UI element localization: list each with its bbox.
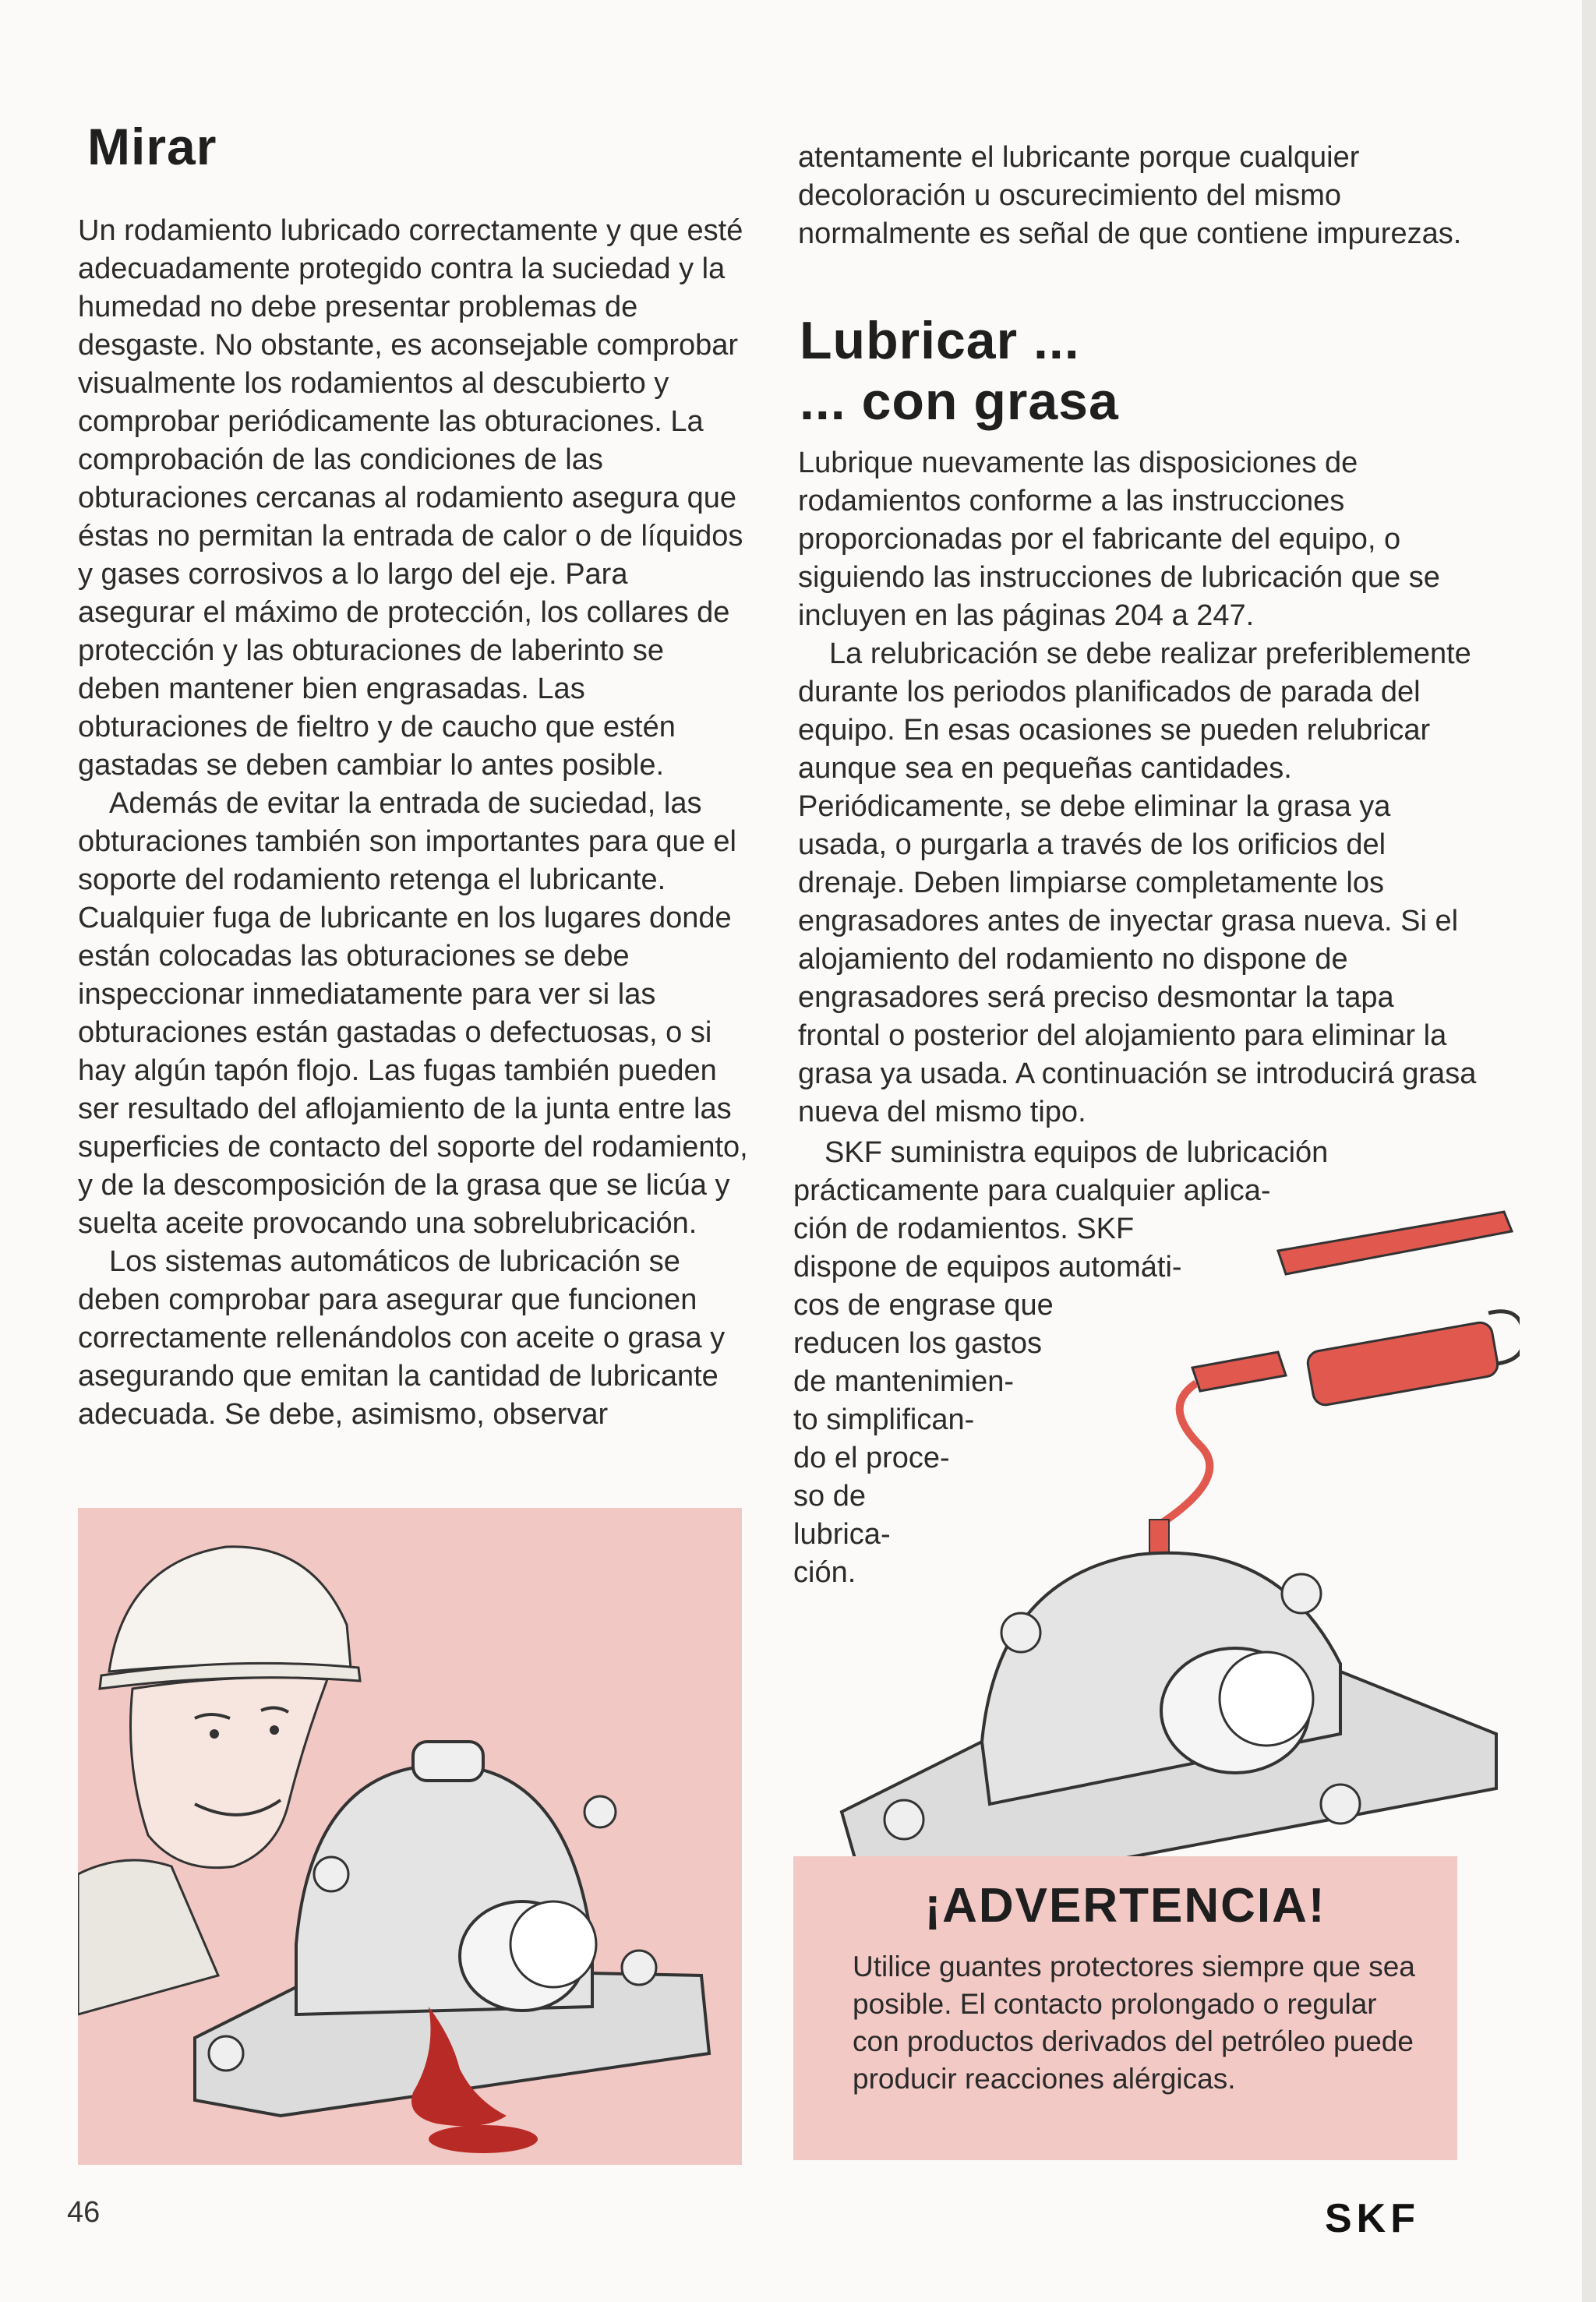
brand-text: SKF	[1325, 2196, 1420, 2238]
wrap-line: cos de engrase que	[793, 1289, 1054, 1322]
page-number: 46	[67, 2196, 101, 2229]
grease-gun-illustration	[795, 1196, 1520, 1913]
skf-logo	[1325, 2196, 1457, 2238]
section-body-lubricar	[798, 444, 1484, 1132]
wrap-line: de mantenimien-	[793, 1365, 1015, 1398]
title-line: ... con grasa	[800, 372, 1119, 431]
warning-box	[793, 1856, 1457, 2160]
section-title-lubricar	[800, 310, 1119, 432]
section-body-mirar	[78, 212, 748, 1434]
page-edge	[1582, 0, 1596, 2302]
wrap-line: do el proce-	[793, 1442, 950, 1474]
section-title-mirar: Mirar	[87, 118, 217, 175]
paragraph: Además de evitar la entrada de suciedad, las obturaciones también son importantes para que el soporte del rodamiento retenga el lubricante. Cualquier fuga de lubricante en los lugares donde están colocadas las obturaciones se debe inspeccionar inmediatamente para ver si las obturaciones están gastadas o defectuosas, o si hay algún tapón flojo. Las fugas también pueden ser resultado del aflojamiento de la junta entre las superficies de contacto del soporte del rodamiento, y de la descomposición de la grasa que se licúa y suelta aceite provocando una sobrelubricación.	[78, 787, 748, 1240]
inspection-illustration	[78, 1508, 742, 2165]
paragraph: Los sistemas automáticos de lubricación se deben comprobar para asegurar que funcionen correctamente rellenándolos con aceite o grasa y asegurando que emitan la cantidad de lubricante adecuada. Se debe, asimismo, observar	[78, 1245, 726, 1431]
wrap-line: dispone de equipos automáti-	[793, 1251, 1182, 1283]
warning-title: ¡ADVERTENCIA!	[924, 1879, 1326, 1933]
wrap-line: to simplifican-	[793, 1403, 975, 1436]
wrap-line: ción.	[793, 1556, 856, 1589]
wrap-line: SKF suministra equipos de lubricación	[824, 1136, 1329, 1169]
paragraph: La relubricación se debe realizar preferiblemente durante los periodos planificados de parada del equipo. En esas ocasiones se pueden relubricar aunque sea en pequeñas cantidades. Periódicamente, se debe eliminar la grasa ya usada, o purgarla a través de los orificios del drenaje. Deben limpiarse completamente los engrasadores antes de inyectar grasa nueva. Si el alojamiento del rodamiento no dispone de engrasadores será preciso desmontar la tapa frontal o posterior del alojamiento para eliminar la grasa ya usada. A continuación se introducirá grasa nueva del mismo tipo.	[798, 637, 1477, 1128]
paragraph: Lubrique nuevamente las disposiciones de rodamientos conforme a las instrucciones proporcionadas por el fabricante del equipo, o siguiendo las instrucciones de lubricación que se incluyen en las páginas 204 a 247.	[798, 447, 1440, 632]
wrap-line: reducen los gastos	[793, 1327, 1042, 1360]
continuation-text	[798, 139, 1484, 253]
wrap-line: prácticamente para cualquier aplica-	[793, 1174, 1271, 1207]
paragraph: Un rodamiento lubricado correctamente y que esté adecuadamente protegido contra la suciedad y la humedad no debe presentar problemas de desgaste. No obstante, es aconsejable comprobar visualmente los rodamientos al descubierto y comprobar periódicamente las obturaciones. La comprobación de las condiciones de las obturaciones cercanas al rodamiento asegura que éstas no permitan la entrada de calor o de líquidos y gases corrosivos a lo largo del eje. Para asegurar el máximo de protección, los collares de protección y las obturaciones de laberinto se deben mantener bien engrasadas. Las obturaciones de fieltro y de caucho que estén gastadas se deben cambiar lo antes posible.	[78, 214, 743, 782]
paragraph: atentamente el lubricante porque cualquier decoloración u oscurecimiento del mismo normalmente es señal de que contiene impurezas.	[798, 141, 1462, 250]
warning-text: Utilice guantes protectores siempre que sea posible. El contacto prolongado o regular con productos derivados del petróleo puede producir reacciones alérgicas.	[853, 1951, 1415, 2095]
wrap-line: ción de rodamientos. SKF	[793, 1213, 1135, 1245]
wrap-line: lubrica-	[793, 1518, 891, 1551]
title-line: Lubricar ...	[800, 311, 1080, 370]
wrap-line: so de	[793, 1480, 866, 1513]
